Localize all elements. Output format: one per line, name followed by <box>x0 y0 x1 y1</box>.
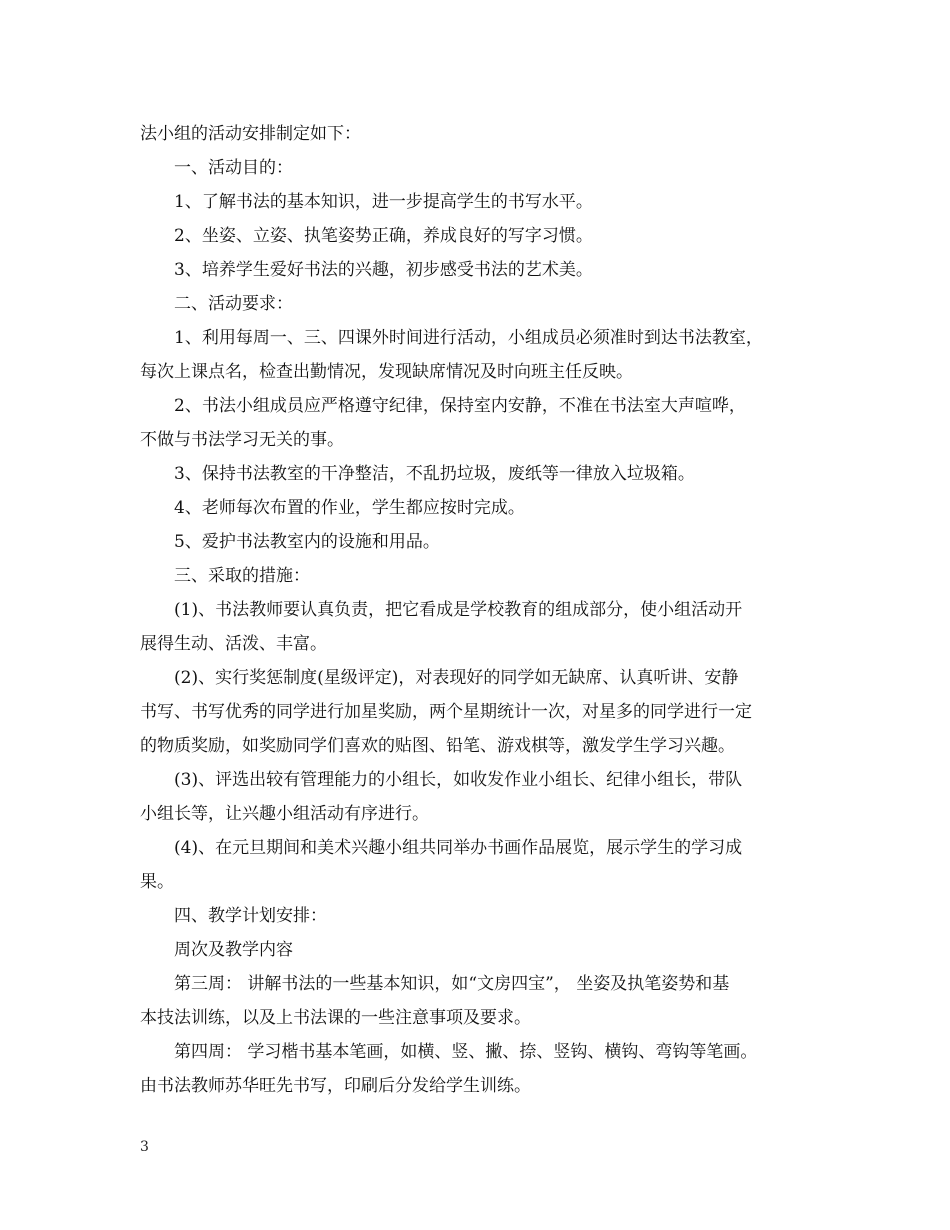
week-4-line-2: 由书法教师苏华旺先书写，印刷后分发给学生训练。 <box>140 1076 531 1096</box>
requirement-item-3: 3、保持书法教室的干净整洁，不乱扔垃圾，废纸等一律放入垃圾箱。 <box>174 464 695 484</box>
requirement-item-1-line-2: 每次上课点名，检查出勤情况，发现缺席情况及时向班主任反映。 <box>140 362 633 382</box>
document-body <box>140 117 812 1103</box>
goal-item-3: 3、培养学生爱好书法的兴趣，初步感受书法的艺术美。 <box>174 260 593 280</box>
week-4-line-1: 第四周： 学习楷书基本笔画，如横、竖、撇、捺、竖钩、横钩、弯钩等笔画。 <box>174 1042 758 1062</box>
measure-item-4-line-2: 果。 <box>140 872 174 892</box>
measure-item-2-line-3: 的物质奖励，如奖励同学们喜欢的贴图、铅笔、游戏棋等，激发学生学习兴趣。 <box>140 736 735 756</box>
requirement-item-2-line-1: 2、书法小组成员应严格遵守纪律，保持室内安静，不准在书法室大声喧哗， <box>174 396 746 416</box>
measure-item-2-line-1: (2)、实行奖惩制度(星级评定)，对表现好的同学如无缺席、认真听讲、安静 <box>174 668 739 688</box>
goal-item-2: 2、坐姿、立姿、执笔姿势正确，养成良好的写字习惯。 <box>174 226 593 246</box>
section-heading-teaching-plan: 四、教学计划安排： <box>174 906 327 926</box>
section-heading-requirements: 二、活动要求： <box>174 294 293 314</box>
requirement-item-4: 4、老师每次布置的作业，学生都应按时完成。 <box>174 498 525 518</box>
week-3-line-2: 本技法训练，以及上书法课的一些注意事项及要求。 <box>140 1008 531 1028</box>
measure-item-3-line-1: (3)、评选出较有管理能力的小组长，如收发作业小组长、纪律小组长，带队 <box>174 770 743 790</box>
page-number: 3 <box>140 1139 149 1155</box>
goal-item-1: 1、了解书法的基本知识，进一步提高学生的书写水平。 <box>174 192 593 212</box>
section-heading-measures: 三、采取的措施： <box>174 566 310 586</box>
intro-line: 法小组的活动安排制定如下： <box>140 124 361 144</box>
measure-item-2-line-2: 书写、书写优秀的同学进行加星奖励，两个星期统计一次，对星多的同学进行一定 <box>140 702 752 722</box>
measure-item-3-line-2: 小组长等，让兴趣小组活动有序进行。 <box>140 804 429 824</box>
section-heading-goals: 一、活动目的： <box>174 158 293 178</box>
measure-item-4-line-1: (4)、在元旦期间和美术兴趣小组共同举办书画作品展览，展示学生的学习成 <box>174 838 743 858</box>
requirement-item-2-line-2: 不做与书法学习无关的事。 <box>140 430 344 450</box>
requirement-item-1-line-1: 1、利用每周一、三、四课外时间进行活动，小组成员必须准时到达书法教室， <box>174 328 763 348</box>
week-3-line-1: 第三周： 讲解书法的一些基本知识，如“文房四宝”， 坐姿及执笔姿势和基 <box>174 974 730 994</box>
measure-item-1-line-1: (1)、书法教师要认真负责，把它看成是学校教育的组成部分，使小组活动开 <box>174 600 743 620</box>
measure-item-1-line-2: 展得生动、活泼、丰富。 <box>140 634 327 654</box>
schedule-header: 周次及教学内容 <box>174 940 293 960</box>
requirement-item-5: 5、爱护书法教室内的设施和用品。 <box>174 532 440 552</box>
